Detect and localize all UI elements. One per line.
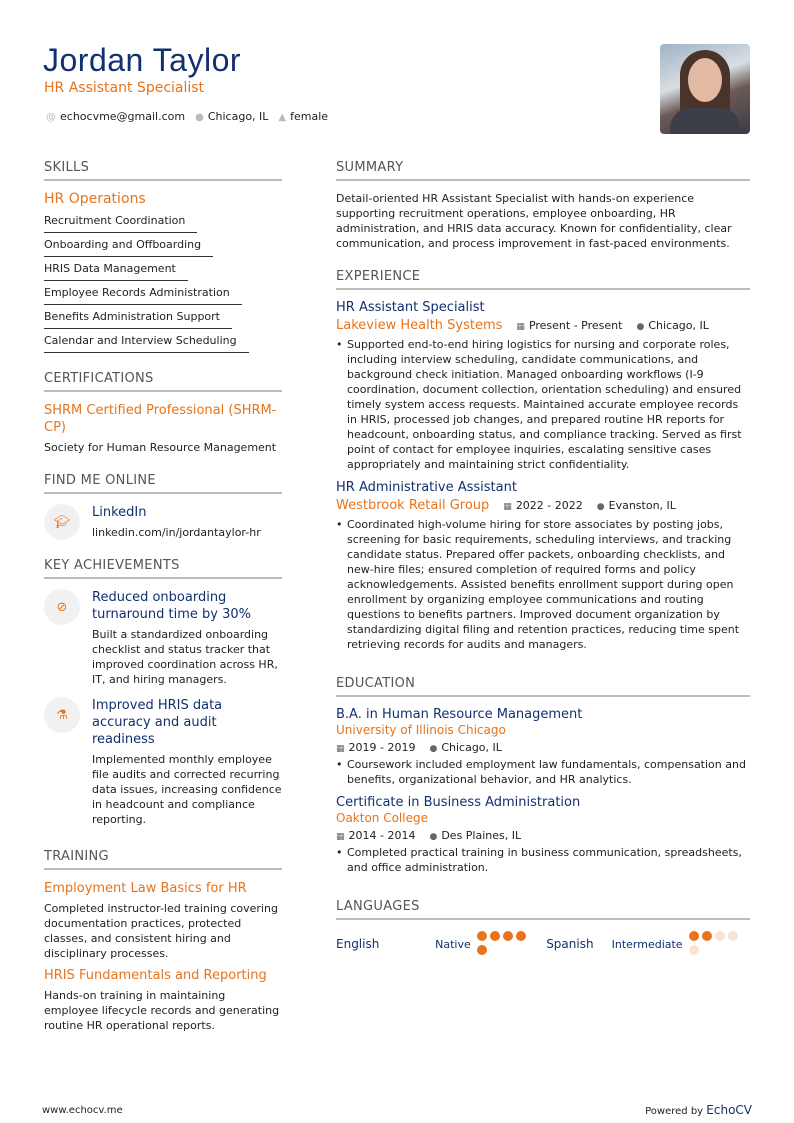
brand-name[interactable]: EchoCV bbox=[706, 1103, 752, 1117]
location-icon: ● bbox=[636, 322, 645, 332]
rating-dot bbox=[490, 931, 500, 941]
location-icon: ● bbox=[596, 502, 605, 512]
company: Lakeview Health Systems bbox=[336, 318, 503, 333]
calendar-icon: ▦ bbox=[503, 502, 512, 512]
school: Oakton College bbox=[336, 811, 428, 825]
section-heading: CERTIFICATIONS bbox=[44, 371, 282, 392]
email[interactable]: echocvme@gmail.com bbox=[60, 110, 186, 123]
skill-item: Onboarding and Offboarding bbox=[44, 235, 213, 257]
rating-dot bbox=[715, 931, 725, 941]
rating-dot bbox=[503, 931, 513, 941]
job-location: Evanston, IL bbox=[608, 499, 676, 512]
rating-dot bbox=[702, 931, 712, 941]
achievement-desc: Built a standardized onboarding checklist and status tracker that improved coordination across HR, IT, and hiring managers. bbox=[92, 628, 278, 686]
languages-section bbox=[336, 899, 750, 958]
section-heading: SUMMARY bbox=[336, 160, 750, 181]
language-level: Intermediate bbox=[611, 937, 683, 951]
certifications-section bbox=[44, 371, 282, 455]
training-title: HRIS Fundamentals and Reporting bbox=[44, 968, 267, 983]
training-desc: Hands-on training in maintaining employee lifecycle records and generating routine HR operational reports. bbox=[44, 989, 280, 1032]
profile-photo bbox=[660, 44, 750, 134]
gender: female bbox=[290, 110, 329, 123]
language-rating bbox=[474, 930, 538, 958]
rating-dot bbox=[516, 931, 526, 941]
location-icon: ● bbox=[429, 744, 438, 754]
rating-dot bbox=[477, 945, 487, 955]
degree: Certificate in Business Administration bbox=[336, 795, 581, 810]
rating-dot bbox=[689, 931, 699, 941]
skills-section bbox=[44, 160, 282, 353]
job-bullet: • Supported end-to-end hiring logistics for nursing and corporate roles, including interview scheduling, candidate communications, and background check initiation. Managed onboarding workflows (I-9 coordination, document collection, orientation scheduling) and ensured timely system access requests. Maintained accurate employee records in HRIS, processed job changes, and prepared routine HR reports for headcount, onboarding status, and compliance tracking. Served as first point of contact for employee inquiries, escalating sensitive cases appropriately and maintaining strict confidentiality. bbox=[336, 337, 750, 472]
school: University of Illinois Chicago bbox=[336, 723, 506, 737]
job-bullet: • Coordinated high-volume hiring for store associates by posting jobs, screening for basic requirements, scheduling interviews, and tracking candidate status. Prepared offer packets, onboarding checklists, and new-hire files; ensured completion of required forms and policy acknowledgements. Assisted benefits enrollment support during open enrollment by organizing employee communications and routing questions to benefits partners. Improved document organization by standardizing digital filing and retention practices, reducing time spent retrieving records for audits and managers. bbox=[336, 517, 750, 652]
training-desc: Completed instructor-led training covering documentation practices, protected classes, and consistent hiring and disciplinary processes. bbox=[44, 902, 278, 960]
section-heading: FIND ME ONLINE bbox=[44, 473, 282, 494]
school-location: Chicago, IL bbox=[441, 741, 502, 754]
section-heading: EDUCATION bbox=[336, 676, 750, 697]
candidate-name: Jordan Taylor bbox=[43, 42, 242, 78]
flask-icon: ⚗ bbox=[44, 697, 80, 733]
section-heading: KEY ACHIEVEMENTS bbox=[44, 558, 282, 579]
achievement-desc: Implemented monthly employee file audits and corrected recurring data issues, increasing confidence in headcount and compliance reporting. bbox=[92, 753, 282, 826]
experience-section bbox=[336, 269, 750, 652]
company: Westbrook Retail Group bbox=[336, 498, 490, 513]
education-entry bbox=[336, 707, 750, 787]
skill-item: Calendar and Interview Scheduling bbox=[44, 331, 249, 353]
summary-text: Detail-oriented HR Assistant Specialist with hands-on experience supporting recruitment operations, employee onboarding, HR administration, and HRIS data accuracy. Known for confidentiality, clear communication, and process improvement in fast-paced environments. bbox=[336, 192, 732, 250]
rating-dot bbox=[477, 931, 487, 941]
person-icon: ▲ bbox=[278, 112, 287, 123]
graduation-cap-icon: 🎓︎ bbox=[44, 504, 80, 540]
education-bullet: • Coursework included employment law fundamentals, compensation and benefits, organizational behavior, and HR analytics. bbox=[336, 757, 750, 787]
degree: B.A. in Human Resource Management bbox=[336, 707, 583, 722]
footer-powered bbox=[645, 1103, 752, 1117]
dates: Present - Present bbox=[528, 319, 623, 332]
section-heading: LANGUAGES bbox=[336, 899, 750, 920]
language-name: English bbox=[336, 937, 380, 951]
cert-name: SHRM Certified Professional (SHRM-CP) bbox=[44, 403, 277, 435]
rating-dot bbox=[728, 931, 738, 941]
education-section bbox=[336, 676, 750, 875]
language-name: Spanish bbox=[546, 937, 594, 951]
skill-item: Recruitment Coordination bbox=[44, 211, 197, 233]
achievements-section bbox=[44, 558, 282, 831]
language-rating bbox=[686, 930, 750, 958]
job-location: Chicago, IL bbox=[648, 319, 709, 332]
link-url[interactable]: linkedin.com/in/jordantaylor-hr bbox=[92, 526, 261, 539]
online-section bbox=[44, 473, 282, 540]
powered-by-text: Powered by bbox=[645, 1106, 704, 1117]
language-level: Native bbox=[435, 937, 471, 951]
achievement-title: Reduced onboarding turnaround time by 30% bbox=[92, 590, 252, 622]
footer-website[interactable]: www.echocv.me bbox=[42, 1105, 123, 1116]
section-heading: TRAINING bbox=[44, 849, 282, 870]
skill-item: Benefits Administration Support bbox=[44, 307, 232, 329]
calendar-icon: ▦ bbox=[516, 322, 525, 332]
calendar-icon: ▦ bbox=[336, 744, 345, 754]
skill-item: HRIS Data Management bbox=[44, 259, 188, 281]
education-entry bbox=[336, 795, 750, 875]
job-title: HR Administrative Assistant bbox=[336, 480, 517, 495]
location-icon: ● bbox=[429, 832, 438, 842]
training-title: Employment Law Basics for HR bbox=[44, 881, 247, 896]
achievement-title: Improved HRIS data accuracy and audit readiness bbox=[92, 698, 223, 747]
dates: 2014 - 2014 bbox=[348, 829, 416, 842]
experience-entry bbox=[336, 300, 750, 472]
at-icon: @ bbox=[46, 112, 56, 123]
dates: 2022 - 2022 bbox=[515, 499, 583, 512]
contact-info bbox=[46, 110, 328, 123]
skill-item: Employee Records Administration bbox=[44, 283, 242, 305]
slashed-flag-icon: ⊘ bbox=[44, 589, 80, 625]
experience-entry bbox=[336, 480, 750, 652]
school-location: Des Plaines, IL bbox=[441, 829, 522, 842]
section-heading: EXPERIENCE bbox=[336, 269, 750, 290]
job-title: HR Assistant Specialist bbox=[44, 80, 205, 96]
link-label[interactable]: LinkedIn bbox=[92, 505, 147, 520]
location: Chicago, IL bbox=[207, 110, 269, 123]
skill-group: HR Operations bbox=[44, 191, 146, 207]
education-bullet: • Completed practical training in business communication, spreadsheets, and office administration. bbox=[336, 845, 750, 875]
training-section bbox=[44, 849, 282, 1033]
calendar-icon: ▦ bbox=[336, 832, 345, 842]
rating-dot bbox=[689, 945, 699, 955]
summary-section bbox=[336, 160, 750, 251]
cert-issuer: Society for Human Resource Management bbox=[44, 441, 277, 454]
dates: 2019 - 2019 bbox=[348, 741, 416, 754]
job-title: HR Assistant Specialist bbox=[336, 300, 485, 315]
location-icon: ● bbox=[195, 112, 204, 123]
section-heading: SKILLS bbox=[44, 160, 282, 181]
